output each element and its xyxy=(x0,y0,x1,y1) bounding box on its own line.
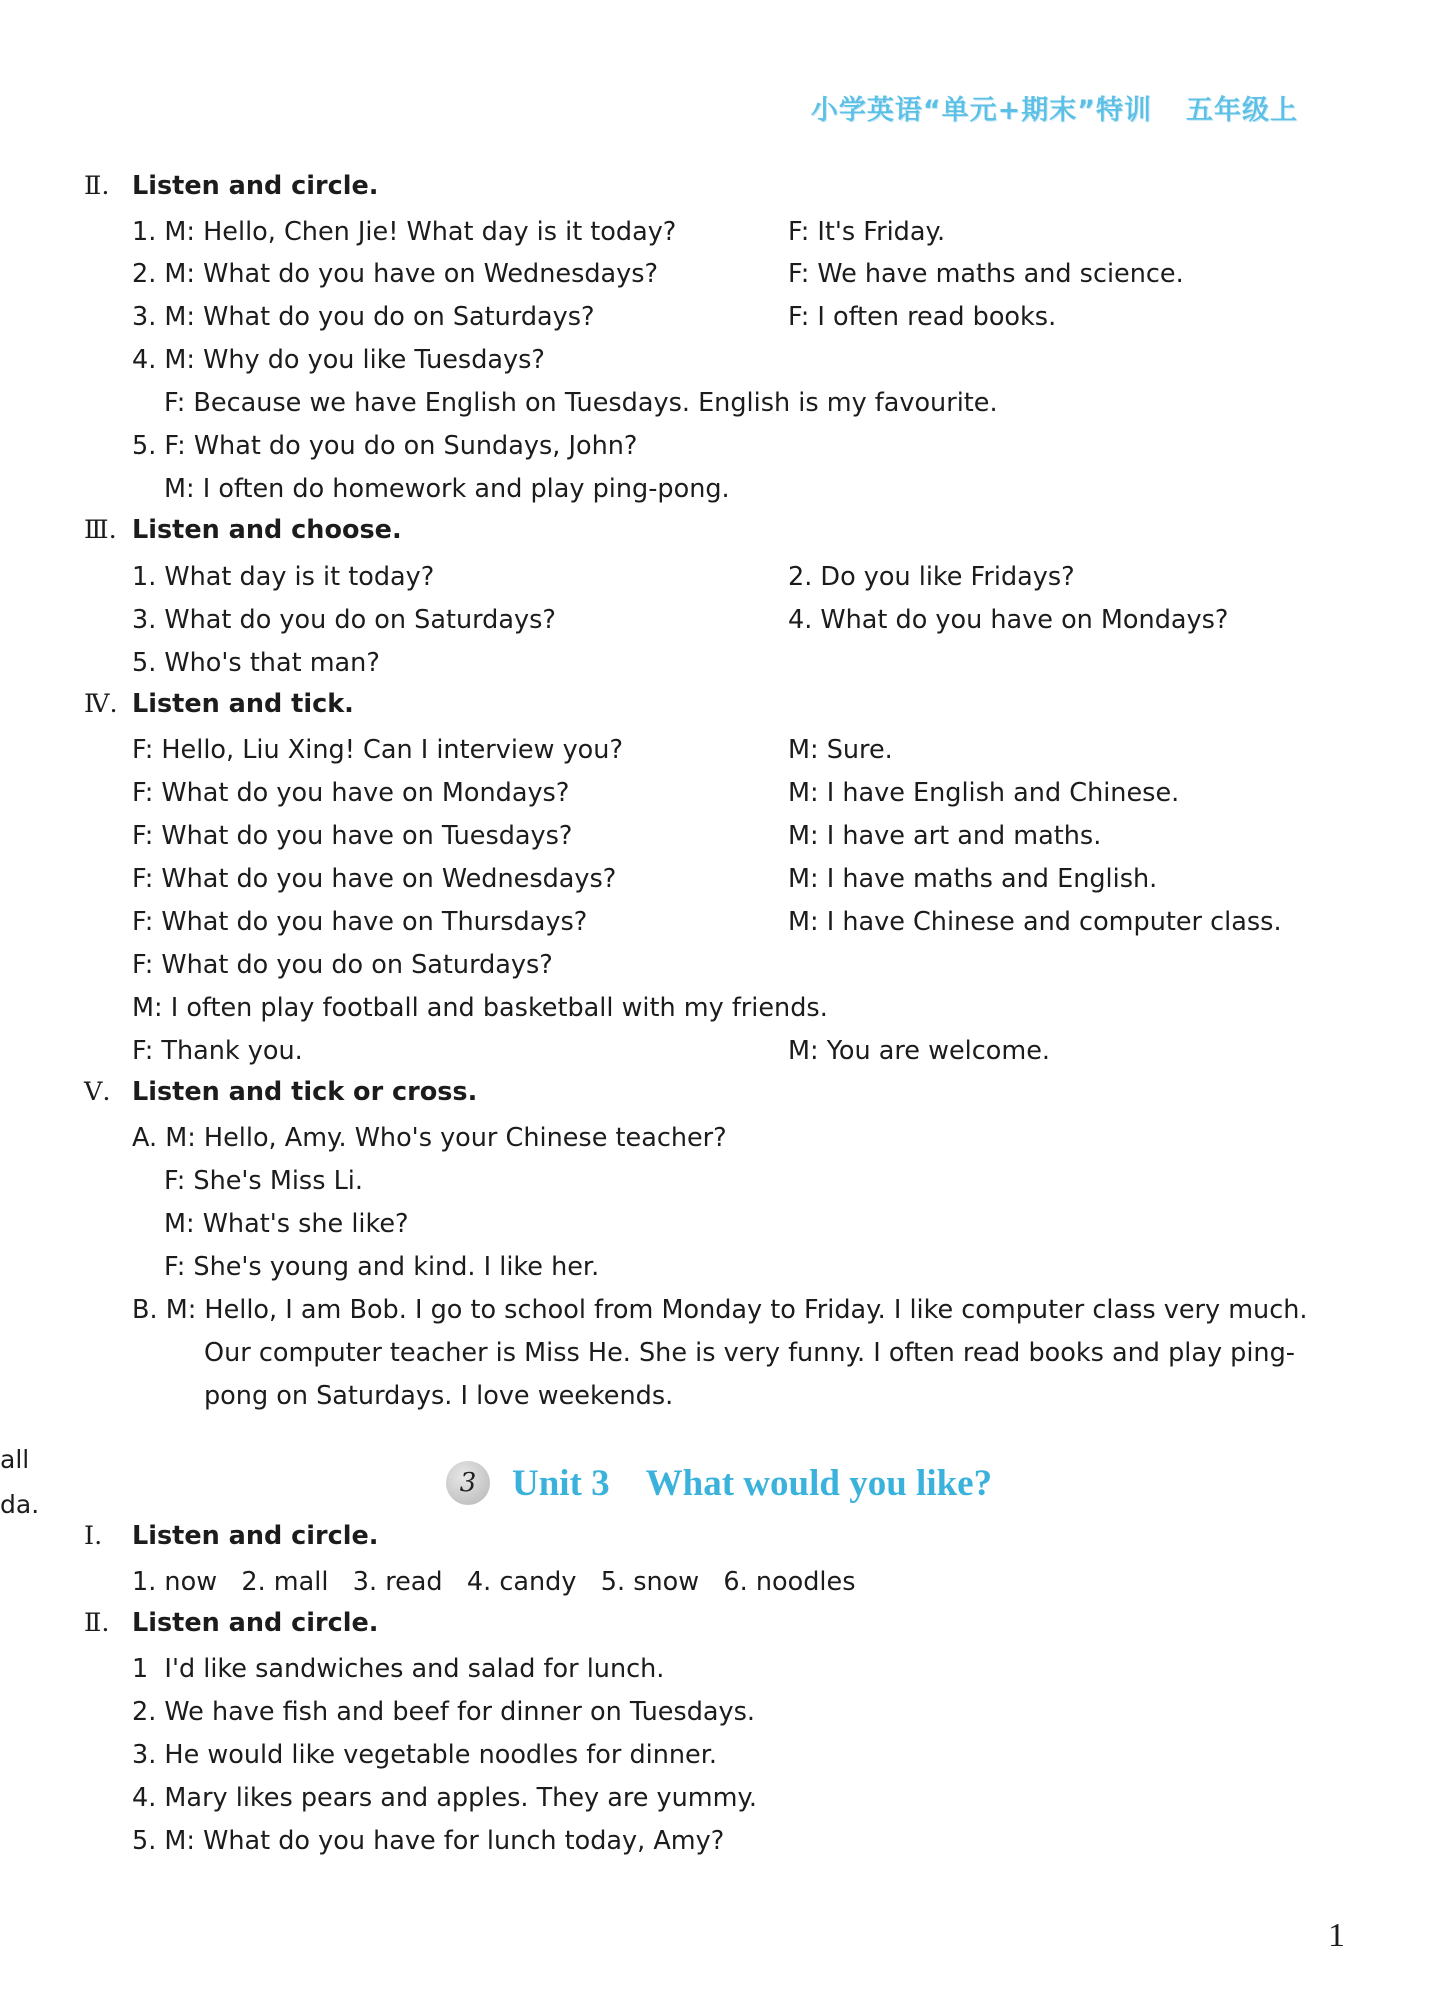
transcript-line: F: What do you have on Wednesdays? xyxy=(132,864,617,894)
transcript-line: A. M: Hello, Amy. Who's your Chinese teacher? xyxy=(132,1123,727,1153)
transcript-line: 1. What day is it today? xyxy=(132,562,435,592)
transcript-line: M: I have maths and English. xyxy=(788,864,1158,894)
section-number: Ⅲ. xyxy=(84,515,117,545)
transcript-line: F: What do you do on Saturdays? xyxy=(132,950,553,980)
transcript-line: F: It's Friday. xyxy=(788,217,946,247)
section-title: Listen and choose. xyxy=(132,515,402,545)
transcript-line: 4. M: Why do you like Tuesdays? xyxy=(132,345,545,375)
transcript-line: F: Hello, Liu Xing! Can I interview you? xyxy=(132,735,623,765)
transcript-line: pong on Saturdays. I love weekends. xyxy=(204,1381,674,1411)
transcript-line: M: You are welcome. xyxy=(788,1036,1050,1066)
section-number: Ⅳ. xyxy=(84,689,118,719)
transcript-line: 3. M: What do you do on Saturdays? xyxy=(132,302,595,332)
transcript-line: F: We have maths and science. xyxy=(788,259,1184,289)
grade-label: 五年级上 xyxy=(1186,95,1298,126)
transcript-line: F: What do you have on Tuesdays? xyxy=(132,821,573,851)
transcript-line: 1. now 2. mall 3. read 4. candy 5. snow 6. noodles xyxy=(132,1567,856,1597)
book-title: 小学英语“单元+期末”特训 xyxy=(810,95,1152,126)
transcript-line: M: I have Chinese and computer class. xyxy=(788,907,1282,937)
transcript-line: M: What's she like? xyxy=(164,1209,409,1239)
section-heading xyxy=(84,1077,478,1107)
transcript-line: 2. Do you like Fridays? xyxy=(788,562,1075,592)
transcript-line: 4. Mary likes pears and apples. They are yummy. xyxy=(132,1783,758,1813)
transcript-line: Our computer teacher is Miss He. She is very funny. I often read books and play ping- xyxy=(204,1338,1295,1368)
section-title: Listen and tick. xyxy=(132,689,354,719)
transcript-line: M: Sure. xyxy=(788,735,893,765)
section-heading xyxy=(84,515,402,545)
section-number: Ⅱ. xyxy=(84,1608,110,1638)
transcript-line: M: I often play football and basketball with my friends. xyxy=(132,993,828,1023)
transcript-line: M: I often do homework and play ping-pong. xyxy=(164,474,730,504)
transcript-line: F: What do you have on Mondays? xyxy=(132,778,570,808)
section-title: Listen and circle. xyxy=(132,1608,379,1638)
transcript-line: 5. F: What do you do on Sundays, John? xyxy=(132,431,638,461)
section-heading xyxy=(84,1608,379,1638)
transcript-line: 5. Who's that man? xyxy=(132,648,380,678)
section-title: Listen and circle. xyxy=(132,171,379,201)
transcript-line: F: She's Miss Li. xyxy=(164,1166,363,1196)
section-number: Ⅱ. xyxy=(84,171,110,201)
transcript-line: 3. What do you do on Saturdays? xyxy=(132,605,556,635)
transcript-line: 1 I'd like sandwiches and salad for lunch. xyxy=(132,1654,665,1684)
unit-title xyxy=(446,1458,992,1508)
transcript-line: F: I often read books. xyxy=(788,302,1057,332)
transcript-line: 1. M: Hello, Chen Jie! What day is it today? xyxy=(132,217,677,247)
unit-number-badge: 3 xyxy=(446,1461,490,1505)
transcript-line: 5. M: What do you have for lunch today, Amy? xyxy=(132,1826,725,1856)
section-number: Ⅴ. xyxy=(84,1077,111,1107)
edge-text: all xyxy=(0,1445,30,1474)
page-number: 1 xyxy=(1328,1917,1345,1954)
transcript-line: 3. He would like vegetable noodles for dinner. xyxy=(132,1740,717,1770)
transcript-line: F: What do you have on Thursdays? xyxy=(132,907,588,937)
unit-label: Unit 3 xyxy=(512,1462,610,1504)
transcript-line: F: Because we have English on Tuesdays. English is my favourite. xyxy=(164,388,998,418)
section-heading xyxy=(84,689,354,719)
transcript-line: 4. What do you have on Mondays? xyxy=(788,605,1229,635)
running-header xyxy=(811,88,1298,127)
section-number: Ⅰ. xyxy=(84,1521,103,1551)
transcript-line: F: She's young and kind. I like her. xyxy=(164,1252,600,1282)
edge-text: da. xyxy=(0,1490,40,1519)
section-heading xyxy=(84,171,379,201)
transcript-line: M: I have English and Chinese. xyxy=(788,778,1180,808)
unit-name: What would you like? xyxy=(645,1462,993,1504)
transcript-line: F: Thank you. xyxy=(132,1036,303,1066)
section-title: Listen and circle. xyxy=(132,1521,379,1551)
transcript-line: 2. We have fish and beef for dinner on Tuesdays. xyxy=(132,1697,756,1727)
transcript-line: M: I have art and maths. xyxy=(788,821,1102,851)
section-title: Listen and tick or cross. xyxy=(132,1077,478,1107)
section-heading xyxy=(84,1521,379,1551)
transcript-line: 2. M: What do you have on Wednesdays? xyxy=(132,259,659,289)
transcript-line: B. M: Hello, I am Bob. I go to school from Monday to Friday. I like computer class very much. xyxy=(132,1295,1308,1325)
